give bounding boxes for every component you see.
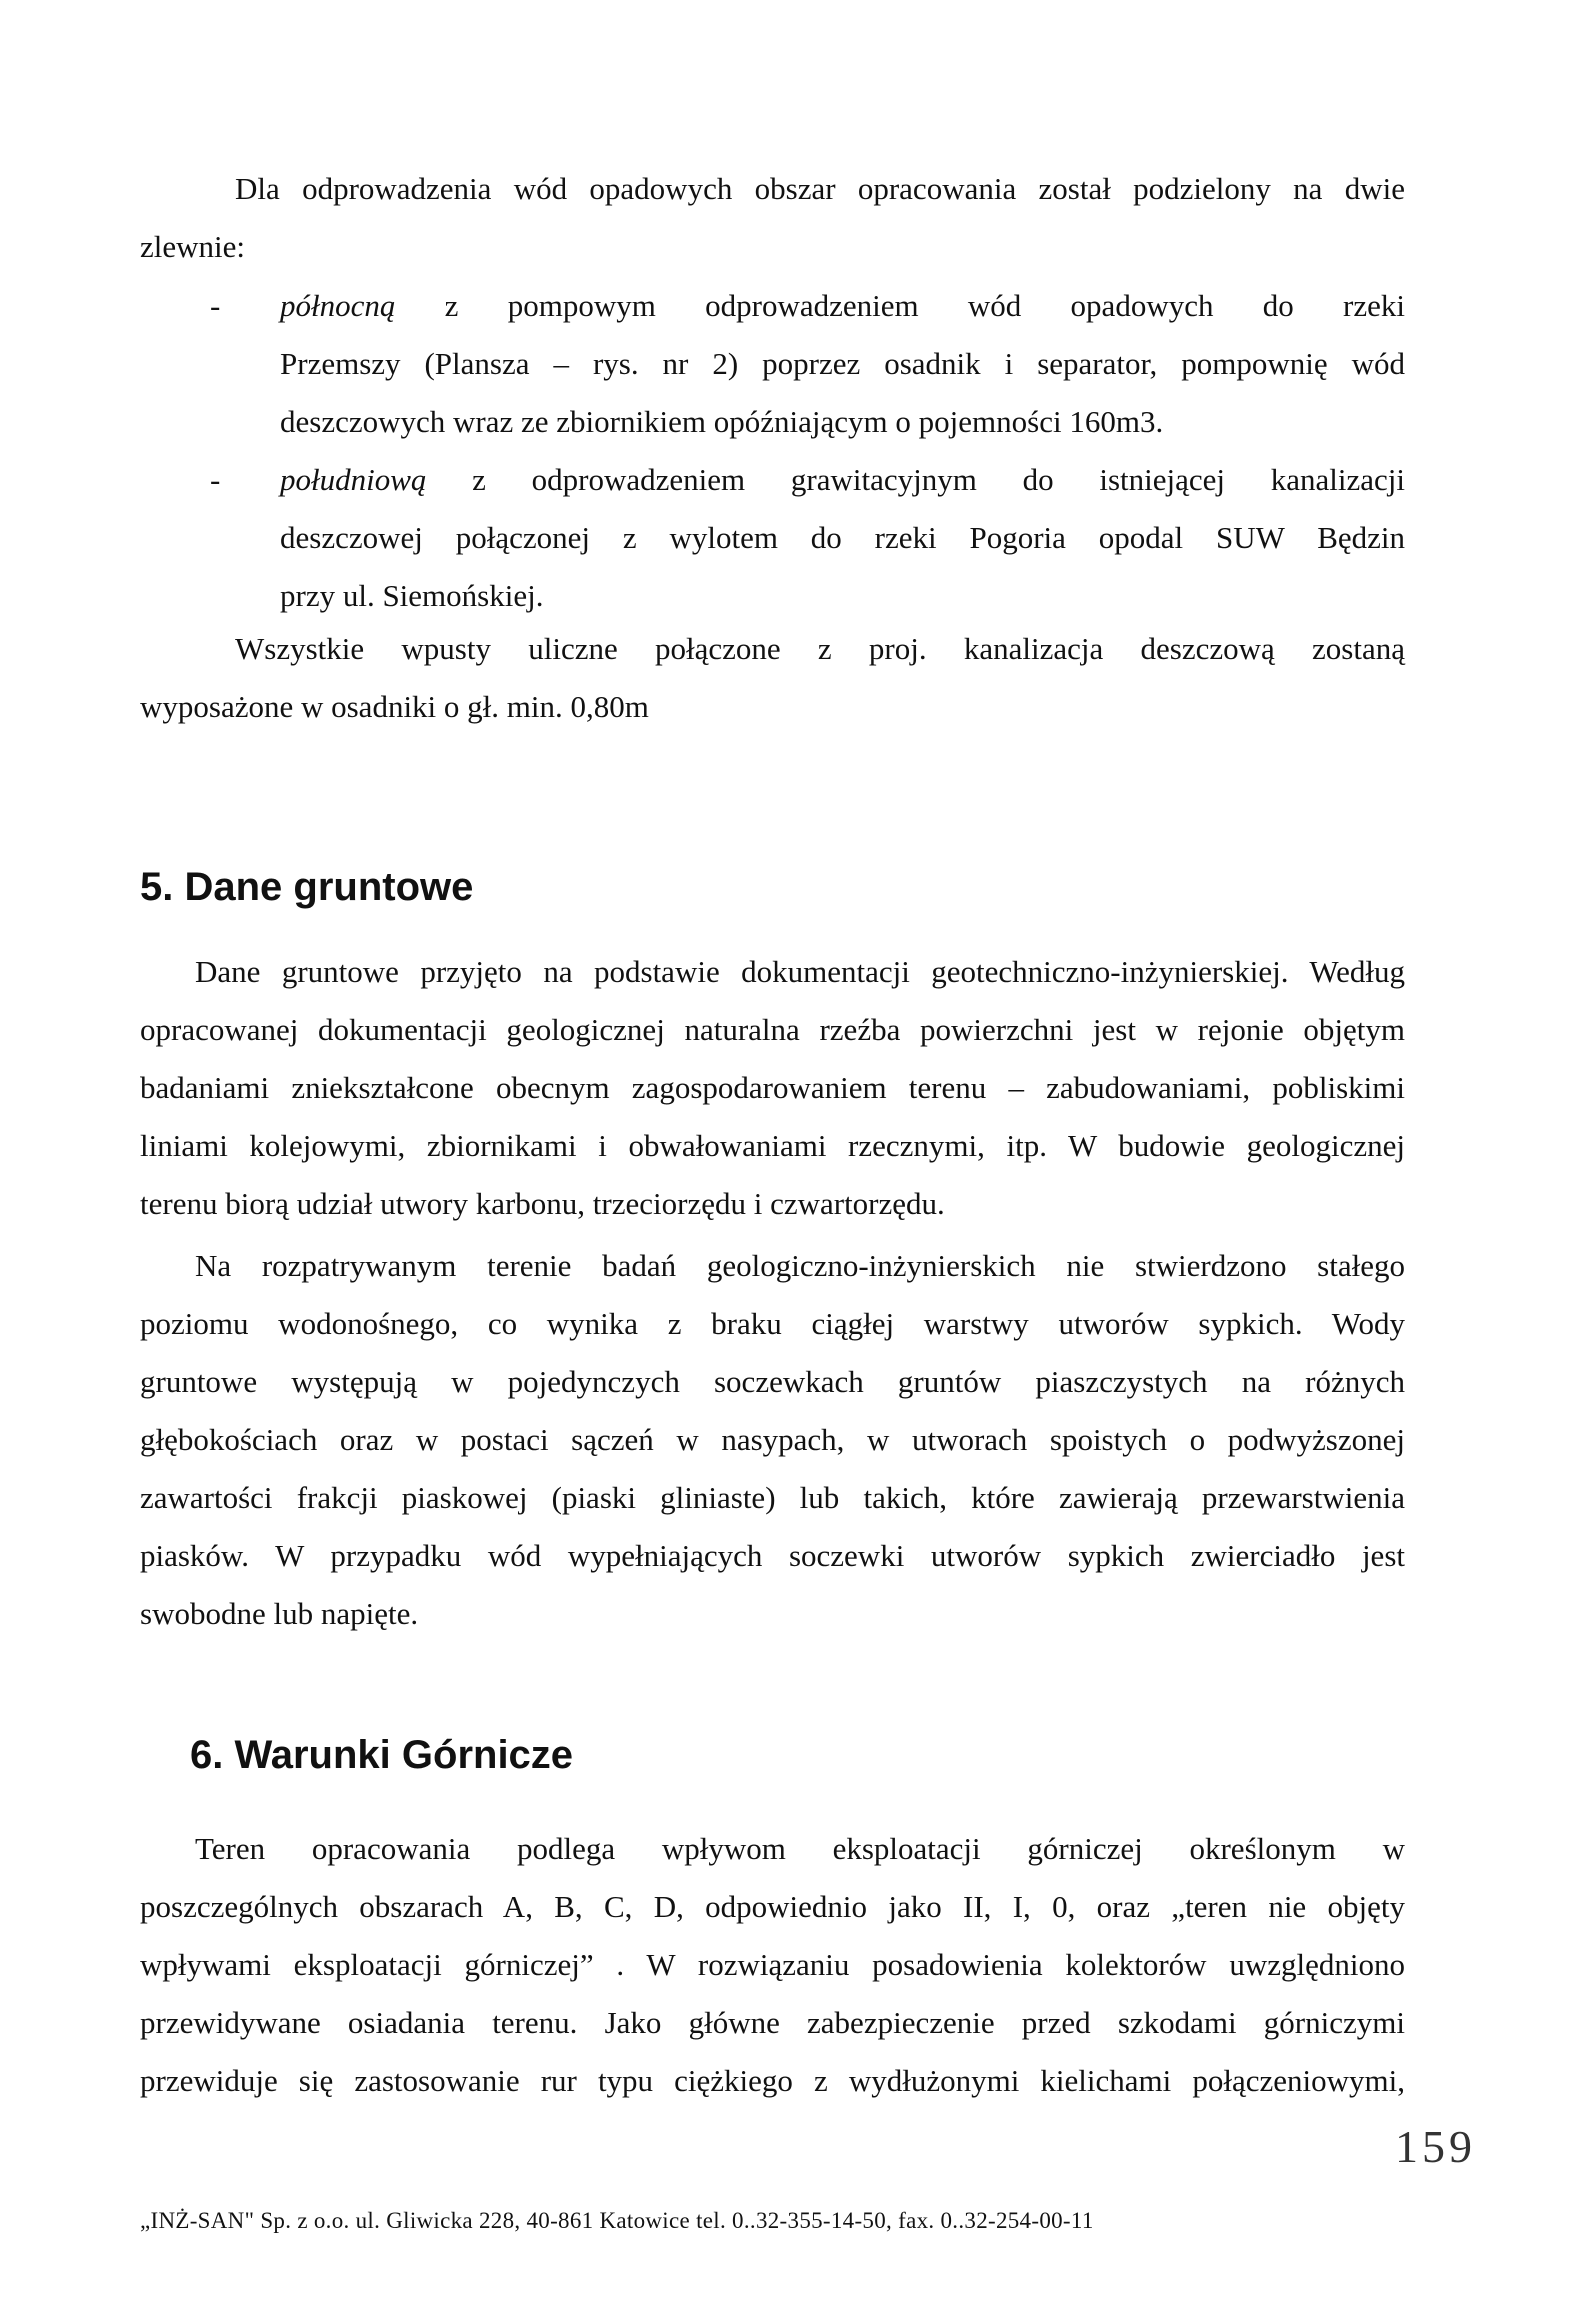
bullet-dash: - [210, 462, 221, 497]
paragraph-line: Dane gruntowe przyjęto na podstawie dokumentacji geotechniczno-inżynierskiej. Według [195, 954, 1405, 989]
bullet-dash: - [210, 288, 221, 323]
paragraph-line: wpływami eksploatacji górniczej” . W rozwiązaniu posadowienia kolektorów uwzględniono [140, 1947, 1405, 1982]
intro-line: zlewnie: [140, 229, 246, 264]
paragraph-line: liniami kolejowymi, zbiornikami i obwałowaniami rzecznymi, itp. W budowie geologicznej [140, 1128, 1405, 1163]
paragraph-line: badaniami zniekształcone obecnym zagospodarowaniem terenu – zabudowaniami, pobliskimi [140, 1070, 1405, 1105]
paragraph-line: piasków. W przypadku wód wypełniających soczewki utworów sypkich zwierciadło jest [140, 1538, 1405, 1573]
bullet-emphasis: południową [280, 462, 427, 497]
bullet-line [280, 451, 1405, 509]
paragraph-line: poziomu wodonośnego, co wynika z braku ciągłej warstwy utworów sypkich. Wody [140, 1306, 1405, 1341]
paragraph-line: przewidywane osiadania terenu. Jako główne zabezpieczenie przed szkodami górniczymi [140, 2005, 1405, 2040]
paragraph-line: Teren opracowania podlega wpływom eksploatacji górniczej określonym w [195, 1831, 1405, 1866]
inlets-line: wyposażone w osadniki o gł. min. 0,80m [140, 689, 649, 724]
bullet-line [280, 277, 1405, 335]
soil-paragraph-2 [140, 1237, 1405, 1643]
intro-line: Dla odprowadzenia wód opadowych obszar opracowania został podzielony na dwie [235, 171, 1405, 206]
bullet-line: przy ul. Siemońskiej. [280, 578, 544, 613]
section-heading-soil: 5. Dane gruntowe [140, 865, 474, 909]
paragraph-line: swobodne lub napięte. [140, 1596, 419, 1631]
bullet-text: z odprowadzeniem grawitacyjnym do istniejącej kanalizacji [426, 462, 1405, 497]
paragraph-line: głębokościach oraz w postaci sączeń w nasypach, w utworach spoistych o podwyższonej [140, 1422, 1405, 1457]
paragraph-line: opracowanej dokumentacji geologicznej naturalna rzeźba powierzchni jest w rejonie objętym [140, 1012, 1405, 1047]
bullet-item-north [210, 277, 1405, 451]
inlets-line: Wszystkie wpusty uliczne połączone z proj. kanalizacja deszczową zostaną [235, 631, 1405, 666]
bullet-line: deszczowych wraz ze zbiornikiem opóźniającym o pojemności 160m3. [280, 404, 1164, 439]
mining-paragraph-1 [140, 1820, 1405, 2110]
paragraph-line: Na rozpatrywanym terenie badań geologiczno-inżynierskich nie stwierdzono stałego [195, 1248, 1405, 1283]
bullet-line: deszczowej połączonej z wylotem do rzeki Pogoria opodal SUW Będzin [280, 520, 1405, 555]
bullet-line: Przemszy (Plansza – rys. nr 2) poprzez osadnik i separator, pompownię wód [280, 346, 1405, 381]
inlets-paragraph [140, 620, 1405, 736]
paragraph-line: przewiduje się zastosowanie rur typu ciężkiego z wydłużonymi kielichami połączeniowymi, [140, 2063, 1405, 2098]
bullet-list [210, 277, 1405, 625]
bullet-item-south [210, 451, 1405, 625]
intro-paragraph [140, 160, 1405, 276]
paragraph-line: zawartości frakcji piaskowej (piaski gliniaste) lub takich, które zawierają przewarstwienia [140, 1480, 1405, 1515]
bullet-text: z pompowym odprowadzeniem wód opadowych do rzeki [395, 288, 1405, 323]
soil-paragraph-1 [140, 943, 1405, 1233]
page-number: 159 [1395, 2121, 1476, 2172]
paragraph-line: terenu biorą udział utwory karbonu, trzeciorzędu i czwartorzędu. [140, 1186, 945, 1221]
page-footer: „INŻ-SAN" Sp. z o.o. ul. Gliwicka 228, 40-861 Katowice tel. 0..32-355-14-50, fax. 0..32-254-00-11 [140, 2208, 1094, 2233]
bullet-emphasis: północną [280, 288, 396, 323]
paragraph-line: gruntowe występują w pojedynczych soczewkach gruntów piaszczystych na różnych [140, 1364, 1405, 1399]
paragraph-line: poszczególnych obszarach A, B, C, D, odpowiednio jako II, I, 0, oraz „teren nie objęty [140, 1889, 1405, 1924]
section-heading-mining: 6. Warunki Górnicze [190, 1733, 574, 1777]
